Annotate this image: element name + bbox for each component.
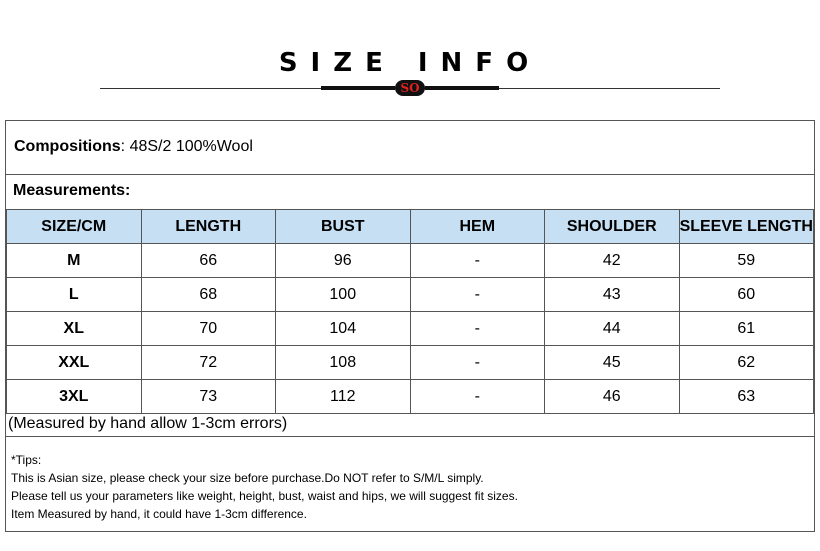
size-cell: XL — [7, 312, 142, 346]
sleeve-length-cell: 63 — [679, 380, 814, 414]
tips-heading: *Tips: — [11, 453, 42, 467]
page-title: SIZE INFO — [278, 48, 542, 78]
compositions-label: Compositions — [14, 138, 121, 155]
brand-logo-text: SO — [400, 81, 420, 95]
measurement-note: (Measured by hand allow 1-3cm errors) — [6, 413, 814, 437]
length-cell: 68 — [141, 278, 276, 312]
shoulder-cell: 45 — [545, 346, 680, 380]
size-cell: L — [7, 278, 142, 312]
table-row — [7, 380, 814, 414]
tips-line: Item Measured by hand, it could have 1-3cm difference. — [11, 507, 307, 521]
size-cell: XXL — [7, 346, 142, 380]
length-cell: 73 — [141, 380, 276, 414]
length-cell: 66 — [141, 244, 276, 278]
column-header-sleeve-length: SLEEVE LENGTH — [679, 210, 814, 244]
tips-section — [11, 451, 518, 523]
bust-cell: 104 — [276, 312, 411, 346]
size-table — [6, 209, 814, 414]
size-cell: 3XL — [7, 380, 142, 414]
hem-cell: - — [410, 278, 545, 312]
table-row — [7, 346, 814, 380]
sleeve-length-cell: 62 — [679, 346, 814, 380]
column-header-length: LENGTH — [141, 210, 276, 244]
length-cell: 70 — [141, 312, 276, 346]
shoulder-cell: 42 — [545, 244, 680, 278]
bust-cell: 96 — [276, 244, 411, 278]
compositions-row — [6, 121, 814, 175]
size-cell: M — [7, 244, 142, 278]
size-table-header — [7, 210, 814, 244]
title-divider-accent-right — [425, 86, 499, 90]
table-row — [7, 244, 814, 278]
table-row — [7, 278, 814, 312]
hem-cell: - — [410, 244, 545, 278]
bust-cell: 108 — [276, 346, 411, 380]
measurements-label: Measurements: — [13, 182, 131, 199]
compositions-value: : 48S/2 100%Wool — [120, 138, 253, 155]
tips-line: Please tell us your parameters like weight, height, bust, waist and hips, we will suggest fit sizes. — [11, 489, 518, 503]
title-divider-accent-left — [321, 86, 395, 90]
hem-cell: - — [410, 312, 545, 346]
column-header-hem: HEM — [410, 210, 545, 244]
sleeve-length-cell: 61 — [679, 312, 814, 346]
column-header-shoulder: SHOULDER — [545, 210, 680, 244]
table-row — [7, 312, 814, 346]
column-header-size: SIZE/CM — [7, 210, 142, 244]
shoulder-cell: 44 — [545, 312, 680, 346]
length-cell: 72 — [141, 346, 276, 380]
bust-cell: 112 — [276, 380, 411, 414]
sleeve-length-cell: 60 — [679, 278, 814, 312]
shoulder-cell: 43 — [545, 278, 680, 312]
hem-cell: - — [410, 380, 545, 414]
hem-cell: - — [410, 346, 545, 380]
size-info-panel — [5, 120, 815, 532]
column-header-bust: BUST — [276, 210, 411, 244]
brand-logo — [395, 80, 425, 96]
shoulder-cell: 46 — [545, 380, 680, 414]
bust-cell: 100 — [276, 278, 411, 312]
tips-line: This is Asian size, please check your size before purchase.Do NOT refer to S/M/L simply. — [11, 471, 484, 485]
sleeve-length-cell: 59 — [679, 244, 814, 278]
